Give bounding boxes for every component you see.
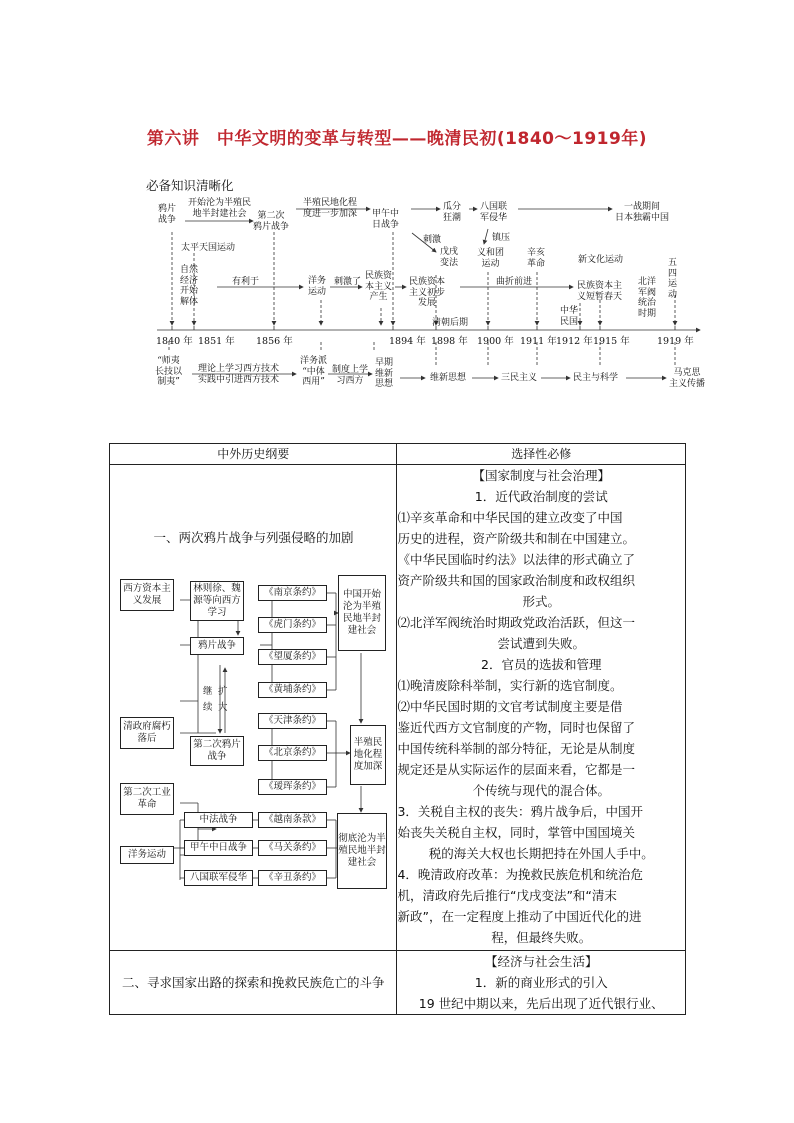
event-xinhai: 辛亥 革命 xyxy=(527,248,546,269)
event-capital-initial: 民族资本 主义初步 发展 xyxy=(409,277,446,308)
thought-reform: 维新思想 xyxy=(430,373,467,383)
right1-line: 4．晚清政府改革：为挽救民族危机和统治危 xyxy=(397,867,643,882)
box-humen: 《虎门条约》 xyxy=(258,617,327,633)
right1-line: ⑴辛亥革命和中华民国的建立改变了中国 xyxy=(397,510,623,525)
right1-line: 尝试遭到失败。 xyxy=(497,636,585,651)
event-sino-japanese-war: 甲午中 日战争 xyxy=(372,209,400,230)
section2-title: 二、寻求国家出路的探索和挽救民族危亡的斗争 xyxy=(110,951,397,1015)
year-1919: 1919 年 xyxy=(657,336,694,347)
box-complete: 彻底沦为半殖民地半封建社会 xyxy=(337,813,387,889)
year-1911: 1911 年 xyxy=(520,336,557,347)
box-tianjin: 《天津条约》 xyxy=(258,713,327,729)
right1-line: 税的海关大权也长期把持在外国人手中。 xyxy=(428,846,654,861)
label-stimulate: 刺激 xyxy=(423,235,442,245)
right1-line: 形式。 xyxy=(522,594,560,609)
year-1915: 1915 年 xyxy=(593,336,630,347)
section-subtitle: 必备知识清晰化 xyxy=(146,178,234,193)
right1-line: ⑵中华民国时期的文官考试制度主要是借 xyxy=(397,699,623,714)
event-capital-spring: 民族资本主 义短暂春天 xyxy=(577,281,623,302)
label-beneficial: 有利于 xyxy=(232,277,260,287)
label-continue: 继 续 xyxy=(203,686,213,713)
comparison-table xyxy=(109,443,686,1015)
box-deepen: 半殖民地化程度加深 xyxy=(350,725,386,785)
thought-marxism: 马克思 主义传播 xyxy=(669,368,706,389)
right2-subhead-1: 1．新的商业形式的引入 xyxy=(474,975,608,990)
event-beiyang: 北洋 军阀 统治 时期 xyxy=(638,277,657,319)
event-taiping: 太平天国运动 xyxy=(181,243,236,253)
event-natural-economy: 自然 经济 开始 解体 xyxy=(180,265,199,307)
box-sino-japanese: 甲午中日战争 xyxy=(184,840,253,856)
event-may-fourth: 五 四 运 动 xyxy=(668,258,678,300)
section1-right-cell xyxy=(397,465,686,951)
right1-line: 始丧失关税自主权，同时，掌管中国国境关 xyxy=(397,825,635,840)
section1-left-cell xyxy=(110,465,397,951)
box-nanjing: 《南京条约》 xyxy=(258,585,327,601)
label-late-qing: 清朝后期 xyxy=(432,318,469,328)
box-aihui: 《瑷珲条约》 xyxy=(258,779,327,795)
year-1912: 1912 年 xyxy=(556,336,593,347)
thought-early-reform: 早期 维新 思想 xyxy=(375,358,394,389)
header-left: 中外历史纲要 xyxy=(110,444,397,465)
box-boxer-protocol: 《辛丑条约》 xyxy=(258,870,327,886)
section1-title: 一、两次鸦片战争与列强侵略的加剧 xyxy=(153,530,354,545)
right1-line: 《中华民国临时约法》以法律的形式确立了 xyxy=(397,552,635,567)
right1-heading: 【国家制度与社会治理】 xyxy=(472,468,610,483)
box-wangxia: 《望厦条约》 xyxy=(258,649,327,665)
event-westernization: 洋务 运动 xyxy=(308,276,327,297)
event-second-opium-war: 第二次 鸦片战争 xyxy=(253,211,290,232)
right1-line: 机，清政府先后推行“戊戌变法”和“清末 xyxy=(397,888,617,903)
thought-theory-practice: 理论上学习西方技术 实践中引进西方技术 xyxy=(198,364,280,385)
box-second-opium-war: 第二次鸦片战争 xyxy=(190,736,244,766)
box-beijing: 《北京条约》 xyxy=(258,745,327,761)
right1-subhead-1: 1．近代政治制度的尝试 xyxy=(474,489,608,504)
right1-line: 历史的进程，资产阶级共和制在中国建立。 xyxy=(397,531,635,546)
thought-institution: 制度上学 习西方 xyxy=(332,365,369,386)
event-new-culture: 新文化运动 xyxy=(578,255,624,265)
box-huangpu: 《黄埔条约》 xyxy=(258,682,327,698)
year-1900: 1900 年 xyxy=(477,336,514,347)
box-sino-french: 中法战争 xyxy=(184,812,253,828)
right1-line: ⑵北洋军阀统治时期政党政治活跃，但这一 xyxy=(397,615,635,630)
right1-line: 新政”，在一定程度上推动了中国近代化的进 xyxy=(397,909,642,924)
right1-line: 鉴近代西方文官制度的产物，同时也保留了 xyxy=(397,720,635,735)
thought-zhongti-xiyong: 洋务派 “中体 西用” xyxy=(300,356,328,387)
label-stimulated: 刺激了 xyxy=(334,277,362,287)
header-right: 选择性必修 xyxy=(397,444,686,465)
right1-line: 程，但最终失败。 xyxy=(491,930,592,945)
event-hundred-days: 戊戌 变法 xyxy=(440,247,459,268)
event-boxer: 义和团 运动 xyxy=(477,248,505,269)
event-partition: 瓜分 狂潮 xyxy=(443,202,462,223)
box-westernization: 洋务运动 xyxy=(120,846,174,864)
label-suppress: 镇压 xyxy=(492,233,511,243)
right1-subhead-2: 2．官员的选拔和管理 xyxy=(481,657,602,672)
label-expand: 扩 大 xyxy=(218,686,228,713)
box-western-capitalism: 西方资本主义发展 xyxy=(120,579,174,611)
thought-shiyi: “师夷 长技以 制夷” xyxy=(155,356,183,387)
box-second-industrial: 第二次工业革命 xyxy=(120,783,174,815)
box-eight-nation: 八国联军侵华 xyxy=(184,870,253,886)
right1-line: 规定还是从实际运作的层面来看，它都是一 xyxy=(397,762,635,777)
right2-line: 19 世纪中期以来，先后出现了近代银行业、 xyxy=(418,996,664,1011)
year-1840: 1840 年 xyxy=(156,336,193,347)
event-national-capital: 民族资 本主义 产生 xyxy=(365,271,393,302)
event-semi-colonial-deepen: 半殖民地化程 度进一步加深 xyxy=(303,198,358,219)
event-semi-colonial-start: 开始沦为半殖民 地半封建社会 xyxy=(188,198,252,219)
year-1894: 1894 年 xyxy=(389,336,426,347)
box-shimonoseki: 《马关条约》 xyxy=(258,840,327,856)
event-roc: 中华 民国 xyxy=(560,306,579,327)
box-lin-zexu: 林则徐、魏源等向西方学习 xyxy=(190,581,244,621)
right1-line: 中国传统科举制的部分特征，无论是从制度 xyxy=(397,741,635,756)
box-vietnam: 《越南条款》 xyxy=(258,812,327,828)
year-1851: 1851 年 xyxy=(198,336,235,347)
thought-three-principles: 三民主义 xyxy=(501,373,538,383)
box-opium-war: 鸦片战争 xyxy=(190,637,244,655)
event-opium-war: 鸦片 战争 xyxy=(158,204,177,225)
right2-heading: 【经济与社会生活】 xyxy=(484,954,598,969)
right1-line: ⑴晚清废除科举制，实行新的选官制度。 xyxy=(397,678,623,693)
right1-line: 个传统与现代的混合体。 xyxy=(472,783,610,798)
box-semi-colonial-start: 中国开始沦为半殖民地半封建社会 xyxy=(338,575,386,651)
right1-line: 资产阶级共和国的国家政治制度和政权组织 xyxy=(397,573,635,588)
thought-democracy-science: 民主与科学 xyxy=(573,373,619,383)
label-winding: 曲折前进 xyxy=(496,277,533,287)
year-1898: 1898 年 xyxy=(431,336,468,347)
event-eight-nation: 八国联 军侵华 xyxy=(480,202,508,223)
box-qing-decay: 清政府腐朽落后 xyxy=(120,717,174,749)
event-ww1-japan: 一战期间 日本独霸中国 xyxy=(615,202,670,223)
page-title: 第六讲 中华文明的变革与转型——晚清民初(1840～1919年) xyxy=(146,129,648,149)
right1-line: 3．关税自主权的丧失：鸦片战争后，中国开 xyxy=(397,804,643,819)
section2-right-cell xyxy=(397,951,686,1015)
year-1856: 1856 年 xyxy=(256,336,293,347)
